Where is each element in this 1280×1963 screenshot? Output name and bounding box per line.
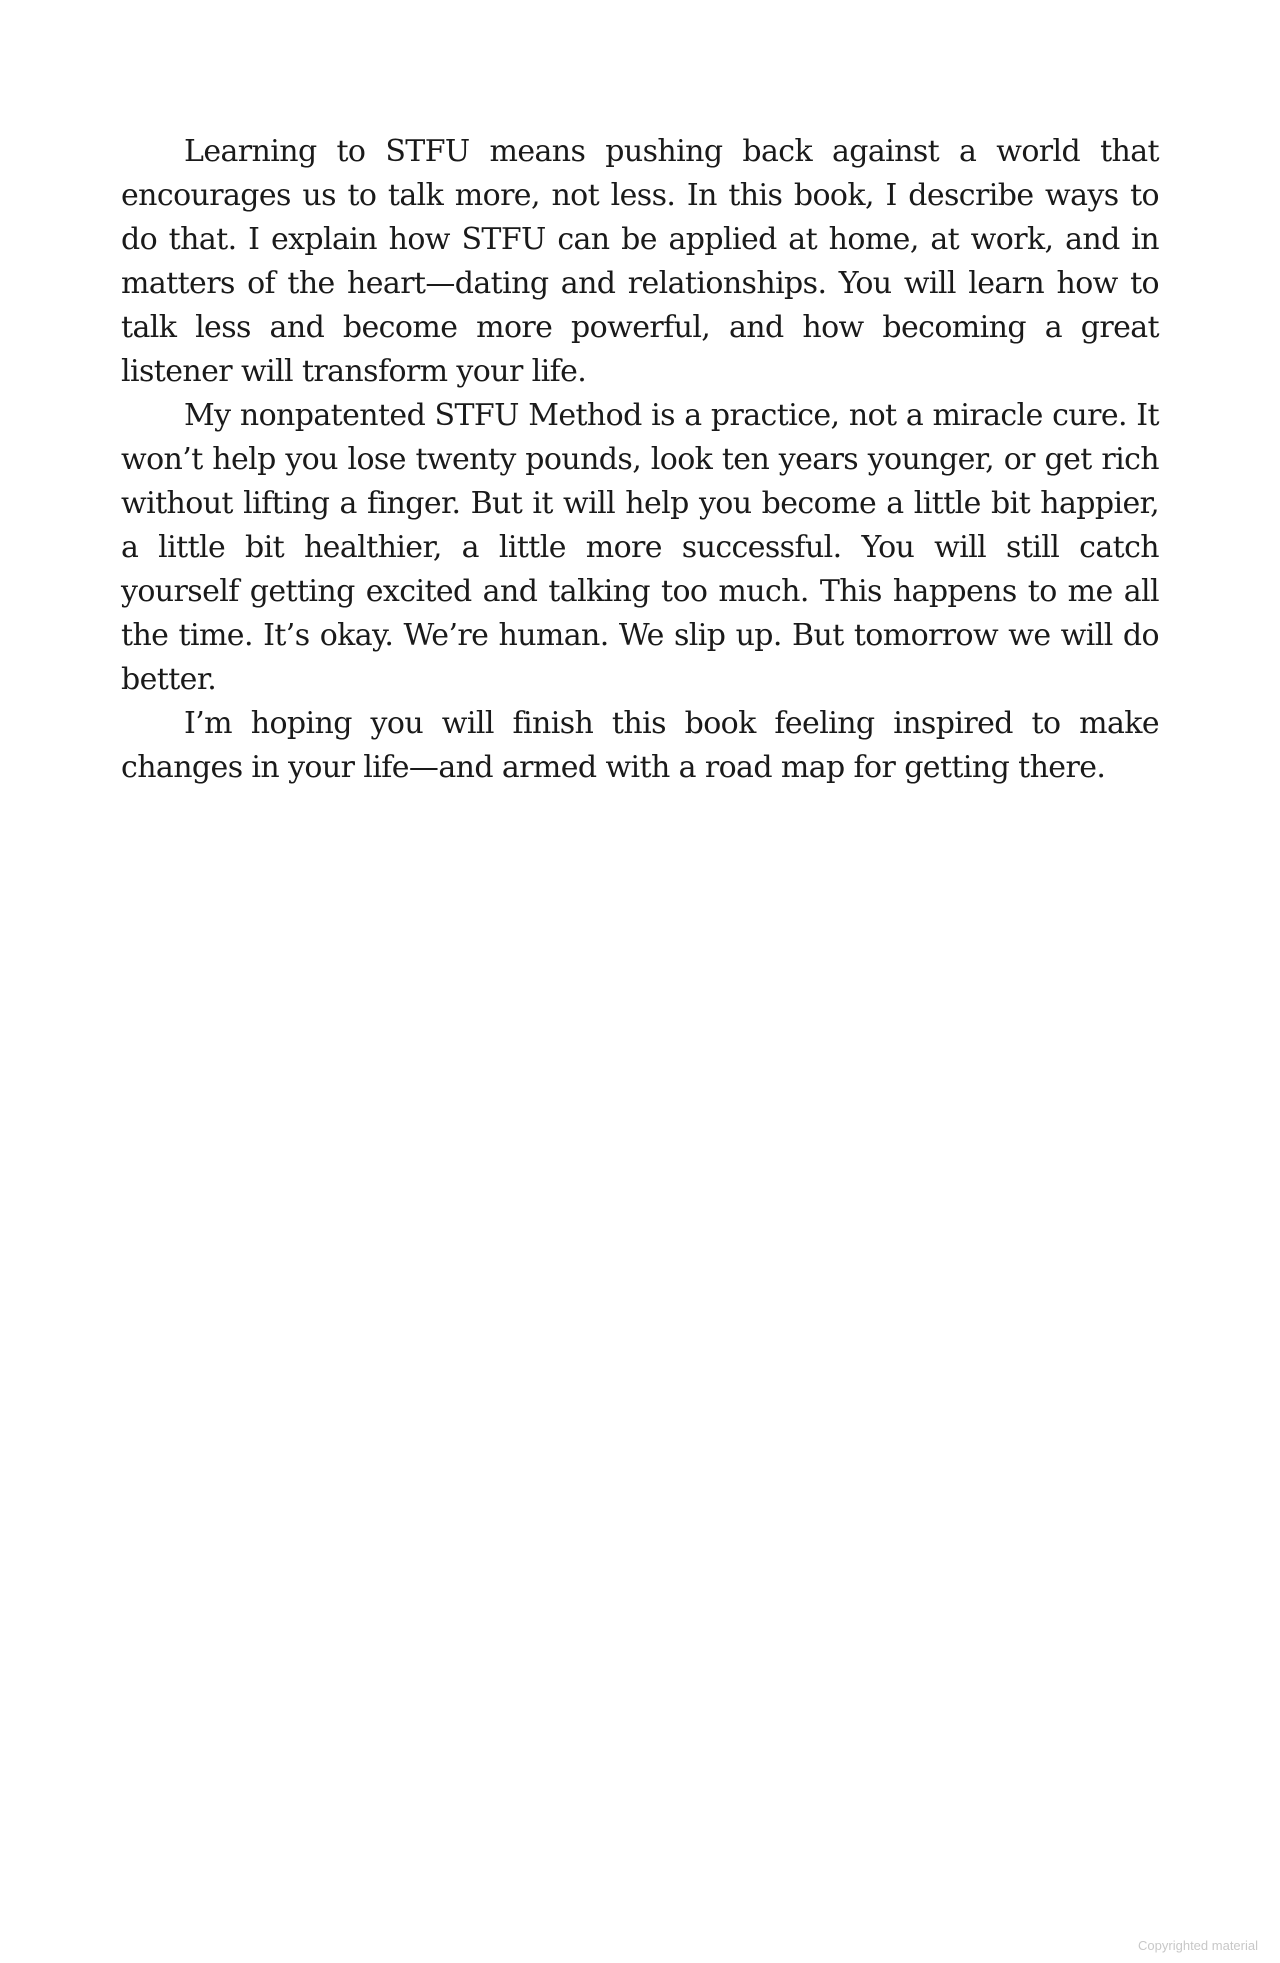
paragraph-3: I’m hoping you will finish this book feeling inspired to make changes in your life—and armed with a road map for getting there.	[121, 706, 1159, 785]
paragraph-2: My nonpatented STFU Method is a practice, not a miracle cure. It won’t help you lose twenty pounds, look ten years younger, or get rich without lifting a finger. But it will help you become a little bit happier, a little bit healthier, a little more successful. You will still catch yourself getting excited and talking too much. This happens to me all the time. It’s okay. We’re human. We slip up. But tomorrow we will do better.	[121, 398, 1159, 697]
copyright-watermark: Copyrighted material	[1138, 1938, 1258, 1953]
paragraph-1: Learning to STFU means pushing back against a world that encourages us to talk more, not less. In this book, I describe ways to do that. I explain how STFU can be applied at home, at work, and in matters of the heart—dating and relationships. You will learn how to talk less and become more powerful, and how becoming a great listener will transform your life.	[121, 134, 1159, 389]
body-text	[121, 130, 1159, 790]
